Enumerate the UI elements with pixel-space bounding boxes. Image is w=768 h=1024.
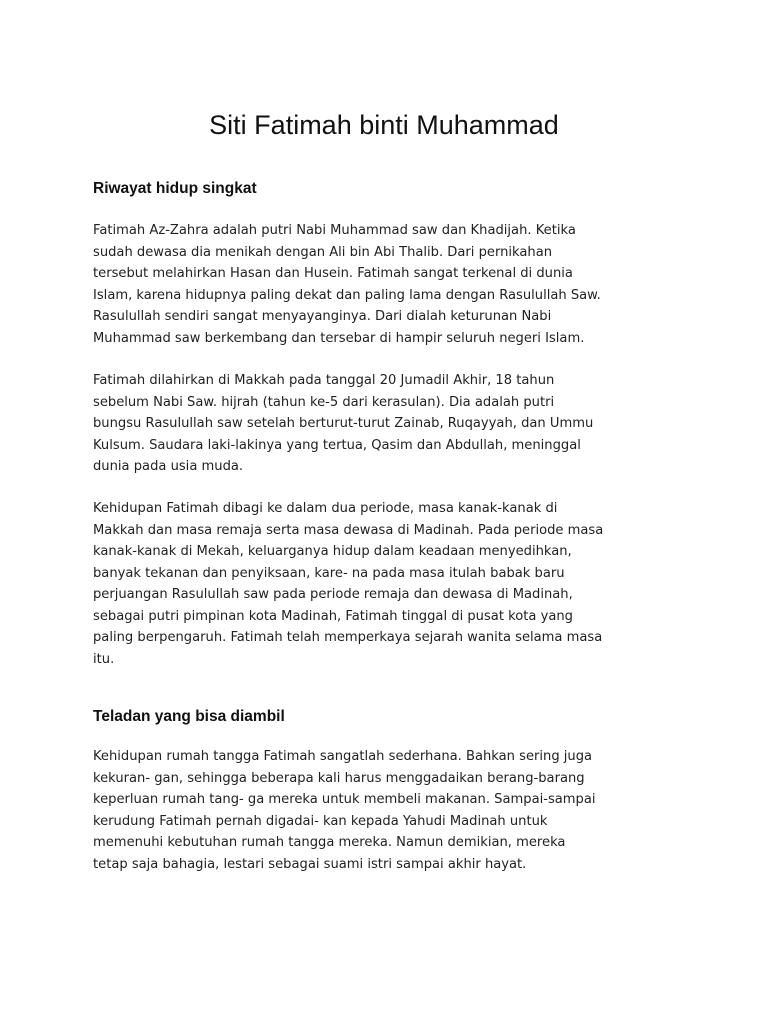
- document-title: Siti Fatimah binti Muhammad: [209, 110, 559, 140]
- text-line: paling berpengaruh. Fatimah telah memperkaya sejarah wanita selama masa: [93, 630, 603, 645]
- text-line: Makkah dan masa remaja serta masa dewasa di Madinah. Pada periode masa: [93, 522, 604, 538]
- text-line: Fatimah Az-Zahra adalah putri Nabi Muhammad saw dan Khadijah. Ketika: [93, 223, 576, 238]
- text-line: Islam, karena hidupnya paling dekat dan paling lama dengan Rasulullah Saw.: [93, 287, 601, 303]
- text-line: sudah dewasa dia menikah dengan Ali bin Abi Thalib. Dari pernikahan: [93, 244, 553, 260]
- text-line: Rasulullah sendiri sangat menyayanginya. Dari dialah keturunan Nabi: [93, 309, 552, 324]
- paragraph: [93, 370, 683, 478]
- paragraph: [93, 220, 683, 349]
- text-line: tetap saja bahagia, lestari sebagai suami istri sampai akhir hayat.: [93, 856, 527, 872]
- text-line: itu.: [93, 651, 115, 667]
- text-line: keperluan rumah tang- ga mereka untuk membeli makanan. Sampai-sampai: [93, 792, 596, 807]
- text-line: Muhammad saw berkembang dan tersebar di hampir seluruh negeri Islam.: [93, 330, 585, 346]
- text-line: Kulsum. Saudara laki-lakinya yang tertua, Qasim dan Abdullah, meninggal: [93, 437, 581, 453]
- text-line: bungsu Rasulullah saw setelah berturut-turut Zainab, Ruqayyah, dan Ummu: [93, 416, 594, 431]
- text-line: tersebut melahirkan Hasan dan Husein. Fatimah sangat terkenal di dunia: [93, 266, 573, 281]
- text-line: dunia pada usia muda.: [93, 459, 244, 474]
- paragraph: [93, 746, 683, 875]
- text-line: Fatimah dilahirkan di Makkah pada tanggal 20 Jumadil Akhir, 18 tahun: [93, 373, 555, 388]
- text-line: sebelum Nabi Saw. hijrah (tahun ke-5 dari kerasulan). Dia adalah putri: [93, 394, 555, 410]
- text-line: memenuhi kebutuhan rumah tangga mereka. Namun demikian, mereka: [93, 835, 566, 850]
- paragraph: [93, 498, 683, 670]
- text-line: banyak tekanan dan penyiksaan, kare- na pada masa itulah babak baru: [93, 565, 565, 581]
- section-heading-teladan: Teladan yang bisa diambil: [93, 708, 285, 725]
- text-line: kerudung Fatimah pernah digadai- kan kepada Yahudi Madinah untuk: [93, 813, 548, 829]
- text-line: Kehidupan Fatimah dibagi ke dalam dua periode, masa kanak-kanak di: [93, 501, 558, 516]
- text-line: perjuangan Rasulullah saw pada periode remaja dan dewasa di Madinah,: [93, 587, 573, 602]
- text-line: sebagai putri pimpinan kota Madinah, Fatimah tinggal di pusat kota yang: [93, 608, 573, 624]
- text-line: kanak-kanak di Mekah, keluarganya hidup dalam keadaan menyedihkan,: [93, 544, 572, 559]
- section-heading-riwayat: Riwayat hidup singkat: [93, 180, 257, 197]
- text-line: kekuran- gan, sehingga beberapa kali harus menggadaikan berang-barang: [93, 770, 585, 786]
- text-line: Kehidupan rumah tangga Fatimah sangatlah sederhana. Bahkan sering juga: [93, 749, 593, 764]
